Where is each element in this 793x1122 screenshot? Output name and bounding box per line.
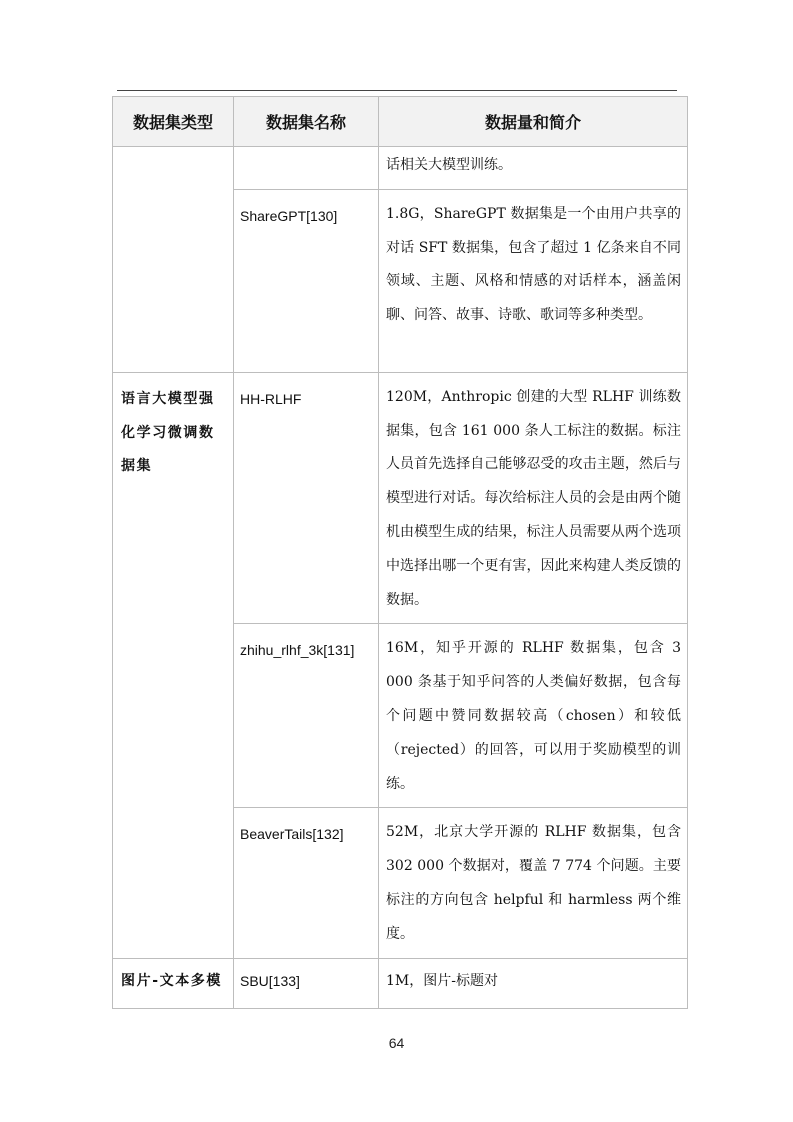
header-dataset-name: 数据集名称 bbox=[234, 97, 379, 147]
dataset-name: zhihu_rlhf_3k[131] bbox=[240, 642, 355, 659]
name-cell bbox=[234, 808, 379, 958]
name-cell bbox=[234, 372, 379, 624]
desc-cell bbox=[379, 372, 688, 624]
table-row bbox=[113, 147, 688, 190]
header-size-and-intro: 数据量和简介 bbox=[379, 97, 688, 147]
header-dataset-type: 数据集类型 bbox=[113, 97, 234, 147]
type-cell bbox=[113, 958, 234, 1008]
name-cell bbox=[234, 189, 379, 372]
desc-text: 120M，Anthropic 创建的大型 RLHF 训练数据集，包含 161 000 条人工标注的数据。标注人员首先选择自己能够忍受的攻击主题，然后与模型进行对话。每次给标注人员的会是由两个随机由模型生成的结果，标注人员需要从两个选项中选择出哪一个更有害，因此来构建人类反馈的数据。 bbox=[386, 388, 681, 608]
page-number: 64 bbox=[388, 1035, 405, 1051]
header-rule bbox=[117, 90, 677, 91]
name-cell bbox=[234, 958, 379, 1008]
desc-text: 话相关大模型训练。 bbox=[386, 157, 512, 173]
dataset-type: 语言大模型强化学习微调数据集 bbox=[121, 390, 215, 475]
dataset-name: BeaverTails[132] bbox=[240, 826, 344, 843]
desc-cell bbox=[379, 189, 688, 372]
desc-cell bbox=[379, 808, 688, 958]
dataset-name: HH-RLHF bbox=[240, 390, 302, 407]
desc-text: 1.8G，ShareGPT 数据集是一个由用户共享的对话 SFT 数据集，包含了超过 1 亿条来自不同领域、主题、风格和情感的对话样本，涵盖闲聊、问答、故事、诗歌、歌词等多种类型。 bbox=[386, 205, 681, 324]
dataset-table bbox=[112, 96, 688, 1009]
table-header-row bbox=[113, 97, 688, 147]
type-cell bbox=[113, 372, 234, 958]
desc-text: 16M，知乎开源的 RLHF 数据集，包含 3 000 条基于知乎问答的人类偏好数据，包含每个问题中赞同数据较高（chosen）和较低（rejected）的回答，可以用于奖励模型的训练。 bbox=[386, 640, 681, 792]
desc-text: 52M，北京大学开源的 RLHF 数据集，包含 302 000 个数据对，覆盖 7 774 个问题。主要标注的方向包含 helpful 和 harmless 两个维度。 bbox=[386, 824, 681, 942]
table-row bbox=[113, 958, 688, 1008]
dataset-name: ShareGPT[130] bbox=[240, 207, 338, 224]
table-row bbox=[113, 372, 688, 624]
desc-text: 1M，图片-标题对 bbox=[386, 972, 498, 989]
desc-cell-continued bbox=[379, 147, 688, 190]
desc-cell bbox=[379, 958, 688, 1008]
desc-cell bbox=[379, 624, 688, 808]
type-cell-continued bbox=[113, 147, 234, 373]
name-cell-continued bbox=[234, 147, 379, 190]
dataset-type: 图片-文本多模 bbox=[121, 972, 223, 989]
dataset-name: SBU[133] bbox=[240, 972, 300, 989]
name-cell bbox=[234, 624, 379, 808]
